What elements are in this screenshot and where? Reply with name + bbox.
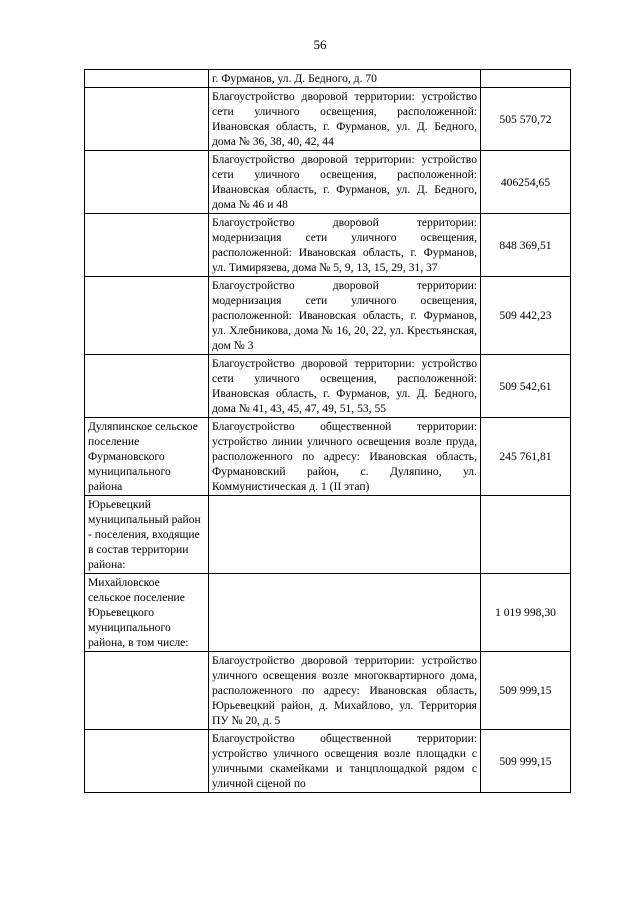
amount-cell: 509 999,15 <box>481 652 571 730</box>
amount-cell: 509 542,61 <box>481 355 571 418</box>
amount-cell: 406254,65 <box>481 151 571 214</box>
table-row <box>85 574 571 652</box>
table-row <box>85 355 571 418</box>
table-row <box>85 70 571 88</box>
amount-cell: 505 570,72 <box>481 88 571 151</box>
table-row <box>85 652 571 730</box>
municipality-cell <box>85 88 209 151</box>
table-row <box>85 88 571 151</box>
description-cell: Благоустройство дворовой территории: устройство сети уличного освещения, расположенной: Ивановская область, г. Фурманов, ул. Д. Бедного, дома № 46 и 48 <box>209 151 481 214</box>
amount-cell: 245 761,81 <box>481 418 571 496</box>
table-row <box>85 151 571 214</box>
amount-cell <box>481 70 571 88</box>
municipality-cell: Дуляпинское сельское поселение Фурмановского муниципального района <box>85 418 209 496</box>
description-cell: Благоустройство дворовой территории: устройство сети уличного освещения, расположенной: Ивановская область, г. Фурманов, ул. Д. Бедного, дома № 41, 43, 45, 47, 49, 51, 53, 55 <box>209 355 481 418</box>
page-number: 56 <box>313 37 327 52</box>
amount-cell: 509 442,23 <box>481 277 571 355</box>
table-row <box>85 214 571 277</box>
description-cell: Благоустройство общественной территории: устройство линии уличного освещения возле пруда, расположенного по адресу: Ивановская область, Фурмановский район, с. Дуляпино, ул. Коммунистическая д. 1 (II этап) <box>209 418 481 496</box>
funding-table <box>84 69 571 793</box>
description-cell: Благоустройство общественной территории: устройство уличного освещения возле площадки с уличными скамейками и танцплощадкой рядом с уличной сценой по <box>209 730 481 793</box>
amount-cell: 1 019 998,30 <box>481 574 571 652</box>
table-row <box>85 418 571 496</box>
municipality-cell <box>85 277 209 355</box>
municipality-cell <box>85 214 209 277</box>
amount-cell <box>481 496 571 574</box>
table-row <box>85 496 571 574</box>
municipality-cell <box>85 355 209 418</box>
description-cell: Благоустройство дворовой территории: устройство сети уличного освещения, расположенной: Ивановская область, г. Фурманов, ул. Д. Бедного, дома № 36, 38, 40, 42, 44 <box>209 88 481 151</box>
municipality-cell: Михайловское сельское поселение Юрьевецкого муниципального района, в том числе: <box>85 574 209 652</box>
municipality-cell <box>85 70 209 88</box>
amount-cell: 848 369,51 <box>481 214 571 277</box>
municipality-cell: Юрьевецкий муниципальный район - поселения, входящие в состав территории района: <box>85 496 209 574</box>
description-cell <box>209 496 481 574</box>
municipality-cell <box>85 652 209 730</box>
table-row <box>85 277 571 355</box>
description-cell: Благоустройство дворовой территории: устройство уличного освещения возле многоквартирного дома, расположенного по адресу: Ивановская область, Юрьевецкий район, д. Михайлово, ул. Территория ПУ № 20, д. 5 <box>209 652 481 730</box>
municipality-cell <box>85 151 209 214</box>
description-cell: г. Фурманов, ул. Д. Бедного, д. 70 <box>209 70 481 88</box>
municipality-cell <box>85 730 209 793</box>
description-cell: Благоустройство дворовой территории: модернизация сети уличного освещения, расположенной: Ивановская область, г. Фурманов, ул. Тимирязева, дома № 5, 9, 13, 15, 29, 31, 37 <box>209 214 481 277</box>
description-cell <box>209 574 481 652</box>
table-row <box>85 730 571 793</box>
amount-cell: 509 999,15 <box>481 730 571 793</box>
description-cell: Благоустройство дворовой территории: модернизация сети уличного освещения, расположенной: Ивановская область, г. Фурманов, ул. Хлебникова, дома № 16, 20, 22, ул. Крестьянская, дом № 3 <box>209 277 481 355</box>
